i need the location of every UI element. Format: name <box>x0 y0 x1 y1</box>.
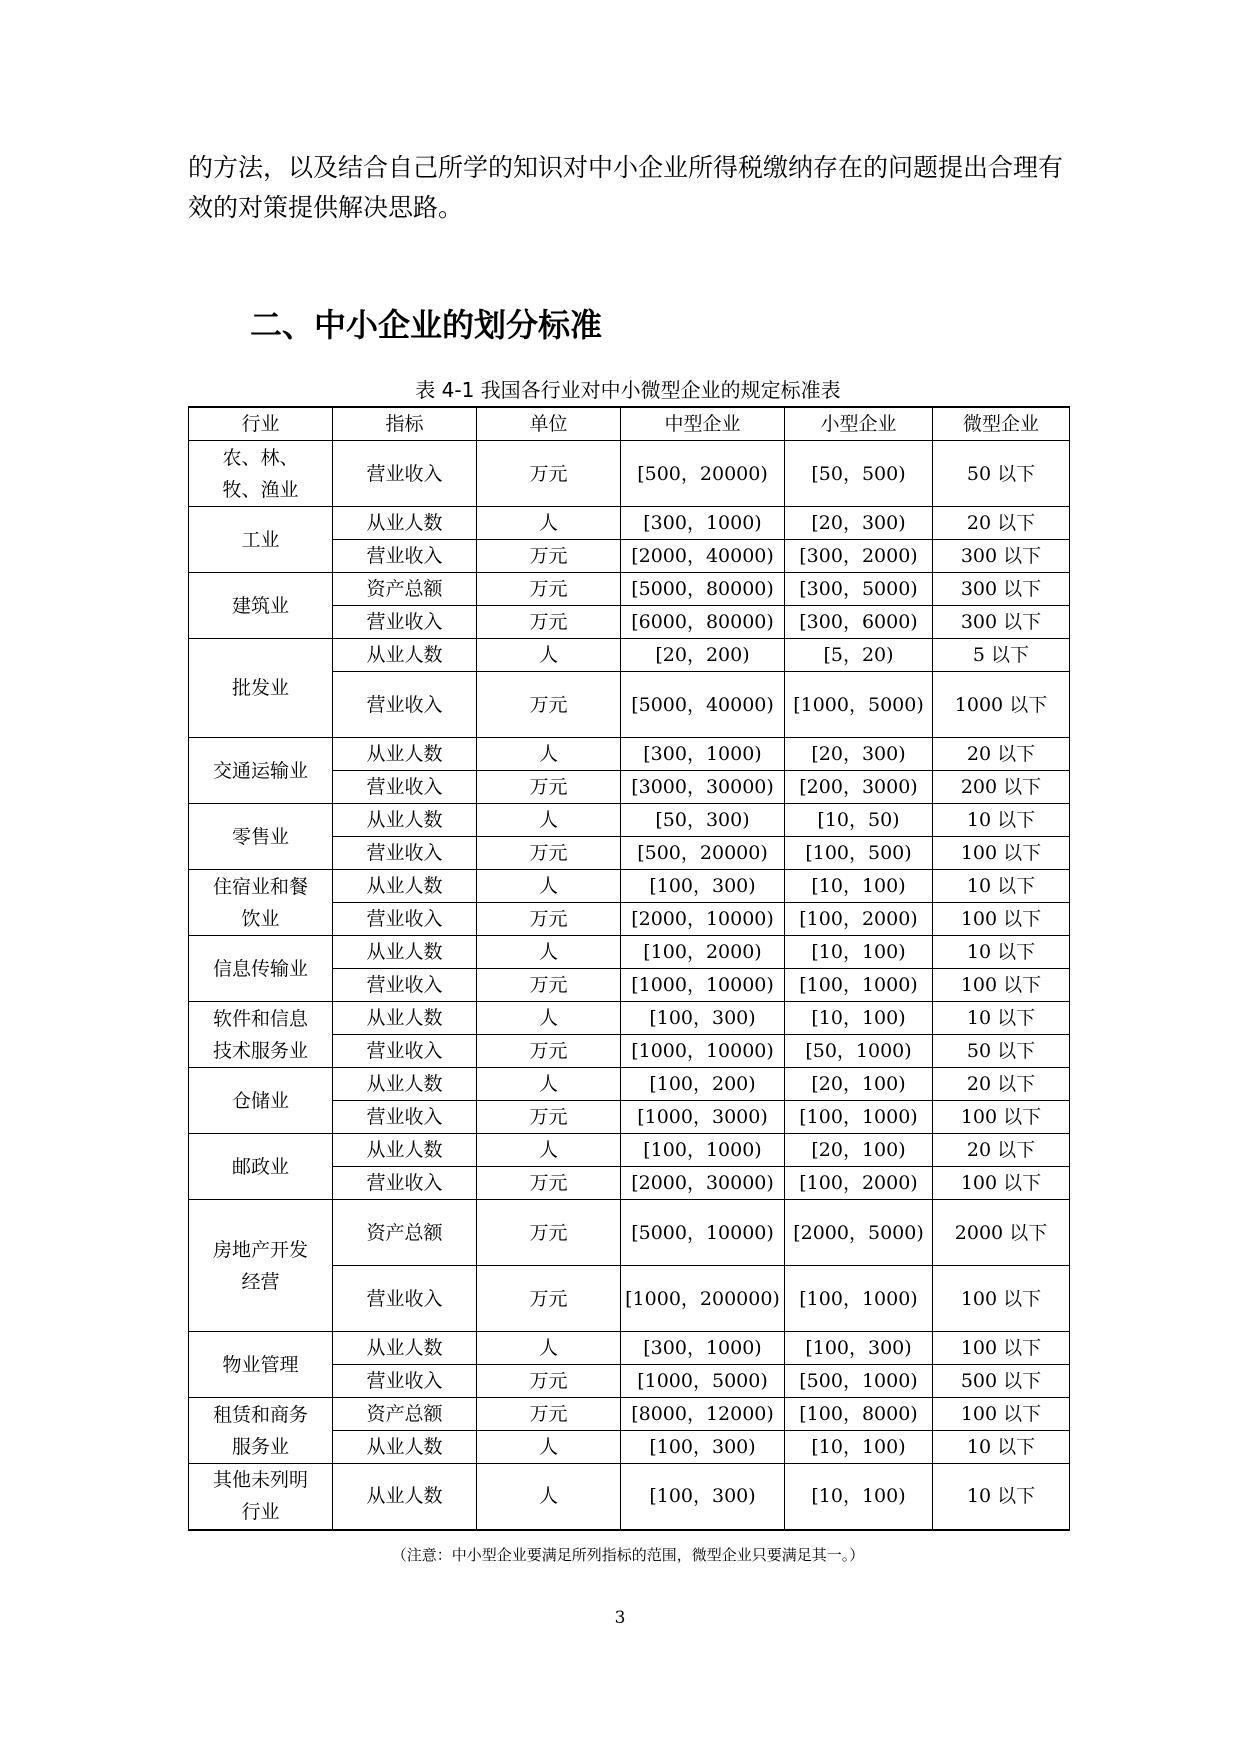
medium-range-cell: [8000，12000) <box>621 1398 785 1431</box>
small-range-cell: [10，50) <box>785 804 933 837</box>
table-row <box>189 1464 1070 1530</box>
micro-threshold-cell: 300 以下 <box>933 540 1070 573</box>
medium-range-cell: [20，200) <box>621 639 785 672</box>
small-range-cell: [2000，5000) <box>785 1200 933 1266</box>
indicator-cell: 从业人数 <box>333 1464 477 1530</box>
medium-range-cell: [3000，30000) <box>621 771 785 804</box>
indicator-cell: 从业人数 <box>333 738 477 771</box>
industry-cell: 建筑业 <box>189 573 333 639</box>
enterprise-standard-table <box>188 406 1070 1531</box>
page-number: 3 <box>614 1608 626 1628</box>
micro-threshold-cell: 1000 以下 <box>933 672 1070 738</box>
header-industry: 行业 <box>189 407 333 441</box>
small-range-cell: [200，3000) <box>785 771 933 804</box>
indicator-cell: 资产总额 <box>333 1200 477 1266</box>
industry-cell: 信息传输业 <box>189 936 333 1002</box>
unit-cell: 人 <box>477 1431 621 1464</box>
micro-threshold-cell: 20 以下 <box>933 1134 1070 1167</box>
medium-range-cell: [2000，40000) <box>621 540 785 573</box>
medium-range-cell: [1000，10000) <box>621 969 785 1002</box>
medium-range-cell: [300，1000) <box>621 738 785 771</box>
unit-cell: 人 <box>477 1464 621 1530</box>
table-caption: 表 4-1 我国各行业对中小微型企业的规定标准表 <box>415 378 841 402</box>
table-row <box>189 936 1070 969</box>
unit-cell: 万元 <box>477 606 621 639</box>
medium-range-cell: [300，1000) <box>621 1332 785 1365</box>
micro-threshold-cell: 20 以下 <box>933 738 1070 771</box>
small-range-cell: [100，2000) <box>785 903 933 936</box>
industry-cell: 工业 <box>189 507 333 573</box>
indicator-cell: 营业收入 <box>333 1266 477 1332</box>
small-range-cell: [50，500) <box>785 441 933 507</box>
medium-range-cell: [100，300) <box>621 870 785 903</box>
small-range-cell: [100，2000) <box>785 1167 933 1200</box>
micro-threshold-cell: 10 以下 <box>933 1431 1070 1464</box>
unit-cell: 人 <box>477 804 621 837</box>
indicator-cell: 营业收入 <box>333 903 477 936</box>
medium-range-cell: [100，200) <box>621 1068 785 1101</box>
micro-threshold-cell: 100 以下 <box>933 1398 1070 1431</box>
intro-paragraph: 的方法，以及结合自己所学的知识对中小企业所得税缴纳存在的问题提出合理有效的对策提供解决思路。 <box>188 153 1064 222</box>
indicator-cell: 资产总额 <box>333 1398 477 1431</box>
unit-cell: 人 <box>477 738 621 771</box>
micro-threshold-cell: 100 以下 <box>933 1101 1070 1134</box>
micro-threshold-cell: 200 以下 <box>933 771 1070 804</box>
industry-cell: 房地产开发经营 <box>189 1200 333 1332</box>
small-range-cell: [5，20) <box>785 639 933 672</box>
table-row <box>189 804 1070 837</box>
micro-threshold-cell: 20 以下 <box>933 1068 1070 1101</box>
indicator-cell: 营业收入 <box>333 672 477 738</box>
indicator-cell: 营业收入 <box>333 1167 477 1200</box>
unit-cell: 万元 <box>477 771 621 804</box>
indicator-cell: 营业收入 <box>333 837 477 870</box>
small-range-cell: [100，1000) <box>785 1266 933 1332</box>
industry-cell: 农、林、牧、渔业 <box>189 441 333 507</box>
micro-threshold-cell: 100 以下 <box>933 903 1070 936</box>
micro-threshold-cell: 10 以下 <box>933 936 1070 969</box>
indicator-cell: 营业收入 <box>333 771 477 804</box>
indicator-cell: 从业人数 <box>333 804 477 837</box>
indicator-cell: 营业收入 <box>333 540 477 573</box>
industry-cell: 批发业 <box>189 639 333 738</box>
micro-threshold-cell: 500 以下 <box>933 1365 1070 1398</box>
indicator-cell: 营业收入 <box>333 1365 477 1398</box>
small-range-cell: [500，1000) <box>785 1365 933 1398</box>
micro-threshold-cell: 20 以下 <box>933 507 1070 540</box>
small-range-cell: [300，5000) <box>785 573 933 606</box>
medium-range-cell: [5000，40000) <box>621 672 785 738</box>
industry-cell: 邮政业 <box>189 1134 333 1200</box>
micro-threshold-cell: 50 以下 <box>933 1035 1070 1068</box>
micro-threshold-cell: 10 以下 <box>933 1464 1070 1530</box>
indicator-cell: 营业收入 <box>333 441 477 507</box>
unit-cell: 万元 <box>477 1035 621 1068</box>
small-range-cell: [1000，5000) <box>785 672 933 738</box>
unit-cell: 万元 <box>477 903 621 936</box>
industry-cell: 仓储业 <box>189 1068 333 1134</box>
unit-cell: 万元 <box>477 1398 621 1431</box>
micro-threshold-cell: 5 以下 <box>933 639 1070 672</box>
table-row <box>189 441 1070 507</box>
medium-range-cell: [1000，3000) <box>621 1101 785 1134</box>
header-micro: 微型企业 <box>933 407 1070 441</box>
header-unit: 单位 <box>477 407 621 441</box>
small-range-cell: [100，500) <box>785 837 933 870</box>
unit-cell: 万元 <box>477 1200 621 1266</box>
unit-cell: 人 <box>477 1068 621 1101</box>
unit-cell: 万元 <box>477 837 621 870</box>
medium-range-cell: [100，300) <box>621 1431 785 1464</box>
unit-cell: 万元 <box>477 540 621 573</box>
indicator-cell: 从业人数 <box>333 936 477 969</box>
unit-cell: 人 <box>477 870 621 903</box>
indicator-cell: 从业人数 <box>333 1431 477 1464</box>
indicator-cell: 营业收入 <box>333 606 477 639</box>
micro-threshold-cell: 300 以下 <box>933 573 1070 606</box>
small-range-cell: [10，100) <box>785 1431 933 1464</box>
industry-cell: 交通运输业 <box>189 738 333 804</box>
table-row <box>189 738 1070 771</box>
unit-cell: 万元 <box>477 441 621 507</box>
medium-range-cell: [100，300) <box>621 1464 785 1530</box>
unit-cell: 万元 <box>477 1365 621 1398</box>
indicator-cell: 营业收入 <box>333 969 477 1002</box>
industry-cell: 零售业 <box>189 804 333 870</box>
micro-threshold-cell: 10 以下 <box>933 804 1070 837</box>
small-range-cell: [100，300) <box>785 1332 933 1365</box>
medium-range-cell: [1000，200000) <box>621 1266 785 1332</box>
table-row <box>189 1332 1070 1365</box>
table-body <box>189 441 1070 1530</box>
indicator-cell: 从业人数 <box>333 870 477 903</box>
industry-cell: 租赁和商务服务业 <box>189 1398 333 1464</box>
micro-threshold-cell: 100 以下 <box>933 1167 1070 1200</box>
small-range-cell: [10，100) <box>785 1002 933 1035</box>
small-range-cell: [10，100) <box>785 870 933 903</box>
industry-cell: 其他未列明行业 <box>189 1464 333 1530</box>
medium-range-cell: [1000，10000) <box>621 1035 785 1068</box>
table-note: （注意：中小型企业要满足所列指标的范围，微型企业只要满足其一。） <box>391 1546 865 1564</box>
medium-range-cell: [500，20000) <box>621 441 785 507</box>
table-row <box>189 1002 1070 1035</box>
medium-range-cell: [5000，10000) <box>621 1200 785 1266</box>
indicator-cell: 资产总额 <box>333 573 477 606</box>
table-row <box>189 1068 1070 1101</box>
unit-cell: 人 <box>477 936 621 969</box>
unit-cell: 人 <box>477 1332 621 1365</box>
small-range-cell: [300，6000) <box>785 606 933 639</box>
unit-cell: 人 <box>477 639 621 672</box>
micro-threshold-cell: 100 以下 <box>933 837 1070 870</box>
unit-cell: 人 <box>477 507 621 540</box>
header-small: 小型企业 <box>785 407 933 441</box>
micro-threshold-cell: 100 以下 <box>933 969 1070 1002</box>
small-range-cell: [10，100) <box>785 1464 933 1530</box>
unit-cell: 万元 <box>477 1167 621 1200</box>
table-row <box>189 1200 1070 1266</box>
table-header-row <box>189 407 1070 441</box>
industry-cell: 物业管理 <box>189 1332 333 1398</box>
unit-cell: 人 <box>477 1134 621 1167</box>
indicator-cell: 从业人数 <box>333 507 477 540</box>
indicator-cell: 从业人数 <box>333 1332 477 1365</box>
indicator-cell: 从业人数 <box>333 1134 477 1167</box>
small-range-cell: [100，1000) <box>785 1101 933 1134</box>
micro-threshold-cell: 2000 以下 <box>933 1200 1070 1266</box>
medium-range-cell: [6000，80000) <box>621 606 785 639</box>
medium-range-cell: [100，1000) <box>621 1134 785 1167</box>
small-range-cell: [10，100) <box>785 936 933 969</box>
indicator-cell: 从业人数 <box>333 1002 477 1035</box>
medium-range-cell: [2000，10000) <box>621 903 785 936</box>
micro-threshold-cell: 100 以下 <box>933 1332 1070 1365</box>
header-indicator: 指标 <box>333 407 477 441</box>
unit-cell: 万元 <box>477 573 621 606</box>
small-range-cell: [100，8000) <box>785 1398 933 1431</box>
indicator-cell: 营业收入 <box>333 1035 477 1068</box>
small-range-cell: [20，300) <box>785 738 933 771</box>
medium-range-cell: [100，2000) <box>621 936 785 969</box>
industry-cell: 住宿业和餐饮业 <box>189 870 333 936</box>
medium-range-cell: [300，1000) <box>621 507 785 540</box>
medium-range-cell: [500，20000) <box>621 837 785 870</box>
table-row <box>189 507 1070 540</box>
table-row <box>189 1134 1070 1167</box>
indicator-cell: 从业人数 <box>333 639 477 672</box>
medium-range-cell: [50，300) <box>621 804 785 837</box>
micro-threshold-cell: 10 以下 <box>933 1002 1070 1035</box>
small-range-cell: [100，1000) <box>785 969 933 1002</box>
industry-cell: 软件和信息技术服务业 <box>189 1002 333 1068</box>
small-range-cell: [50，1000) <box>785 1035 933 1068</box>
unit-cell: 万元 <box>477 672 621 738</box>
unit-cell: 人 <box>477 1002 621 1035</box>
small-range-cell: [20，100) <box>785 1134 933 1167</box>
small-range-cell: [20，100) <box>785 1068 933 1101</box>
small-range-cell: [20，300) <box>785 507 933 540</box>
medium-range-cell: [1000，5000) <box>621 1365 785 1398</box>
unit-cell: 万元 <box>477 1266 621 1332</box>
medium-range-cell: [100，300) <box>621 1002 785 1035</box>
medium-range-cell: [5000，80000) <box>621 573 785 606</box>
micro-threshold-cell: 10 以下 <box>933 870 1070 903</box>
medium-range-cell: [2000，30000) <box>621 1167 785 1200</box>
small-range-cell: [300，2000) <box>785 540 933 573</box>
unit-cell: 万元 <box>477 969 621 1002</box>
table-row <box>189 1398 1070 1431</box>
header-medium: 中型企业 <box>621 407 785 441</box>
table-row <box>189 870 1070 903</box>
micro-threshold-cell: 50 以下 <box>933 441 1070 507</box>
indicator-cell: 从业人数 <box>333 1068 477 1101</box>
indicator-cell: 营业收入 <box>333 1101 477 1134</box>
micro-threshold-cell: 300 以下 <box>933 606 1070 639</box>
unit-cell: 万元 <box>477 1101 621 1134</box>
table-row <box>189 573 1070 606</box>
table-row <box>189 639 1070 672</box>
micro-threshold-cell: 100 以下 <box>933 1266 1070 1332</box>
section-heading: 二、中小企业的划分标准 <box>250 306 603 344</box>
